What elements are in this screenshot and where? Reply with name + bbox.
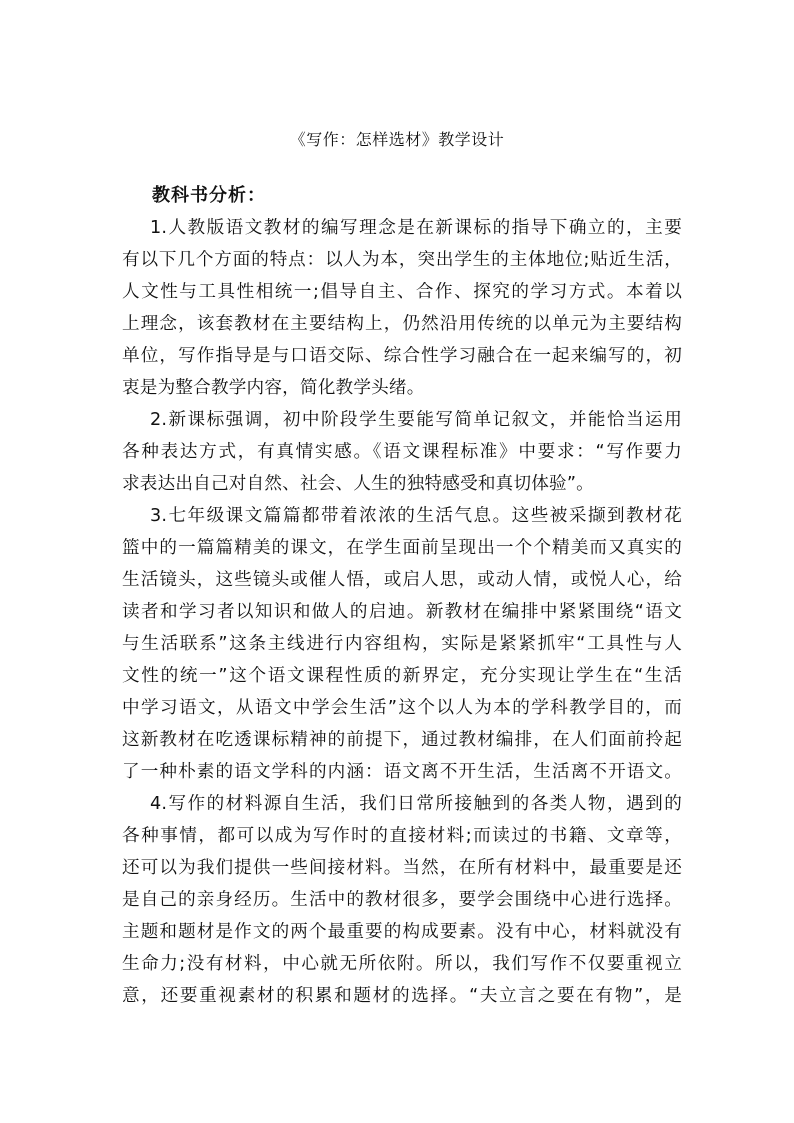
paragraph-line: 这新教材在吃透课标精神的前提下，通过教材编排，在人们面前拎起 bbox=[122, 730, 682, 750]
paragraph-line: 是自己的亲身经历。生活中的教材很多，要学会围绕中心进行选择。 bbox=[122, 890, 682, 910]
paragraph-line: 各种事情，都可以成为写作时的直接材料;而读过的书籍、文章等， bbox=[122, 826, 682, 846]
paragraph-line: 读者和学习者以知识和做人的启迪。新教材在编排中紧紧围绕“语文 bbox=[122, 602, 682, 622]
paragraph-line: 求表达出自己对自然、社会、人生的独特感受和真切体验”。 bbox=[122, 474, 594, 494]
paragraph-line: 单位，写作指导是与口语交际、综合性学习融合在一起来编写的，初 bbox=[122, 346, 682, 366]
paragraph-line: 有以下几个方面的特点：以人为本，突出学生的主体地位;贴近生活， bbox=[122, 250, 682, 270]
paragraph-line: 篮中的一篇篇精美的课文，在学生面前呈现出一个个精美而又真实的 bbox=[122, 538, 682, 558]
paragraph-line: 人文性与工具性相统一;倡导自主、合作、探究的学习方式。本着以 bbox=[122, 282, 682, 302]
paragraph-line: 主题和题材是作文的两个最重要的构成要素。没有中心，材料就没有 bbox=[122, 922, 682, 942]
paragraph-line: 1.人教版语文教材的编写理念是在新课标的指导下确立的，主要 bbox=[150, 218, 682, 238]
paragraph-line: 2.新课标强调，初中阶段学生要能写简单记叙文，并能恰当运用 bbox=[150, 410, 682, 430]
paragraph-line: 中学习语文，从语文中学会生活”这个以人为本的学科教学目的，而 bbox=[122, 698, 682, 718]
paragraph-line: 意，还要重视素材的积累和题材的选择。“夫立言之要在有物”，是 bbox=[122, 986, 682, 1006]
paragraph-line: 4.写作的材料源自生活，我们日常所接触到的各类人物，遇到的 bbox=[150, 794, 682, 814]
paragraph-line: 了一种朴素的语文学科的内涵：语文离不开生活，生活离不开语文。 bbox=[122, 762, 682, 782]
paragraph-line: 文性的统一”这个语文课程性质的新界定，充分实现让学生在“生活 bbox=[122, 666, 682, 686]
section-heading: 教科书分析： bbox=[152, 185, 266, 206]
paragraph-line: 各种表达方式，有真情实感。《语文课程标准》中要求：“写作要力 bbox=[122, 442, 682, 462]
paragraph-line: 与生活联系”这条主线进行内容组构，实际是紧紧抓牢“工具性与人 bbox=[122, 634, 682, 654]
paragraph-line: 上理念，该套教材在主要结构上，仍然沿用传统的以单元为主要结构 bbox=[122, 314, 682, 334]
paragraph-line: 生命力;没有材料，中心就无所依附。所以，我们写作不仅要重视立 bbox=[122, 954, 682, 974]
paragraph-line: 衷是为整合教学内容，简化教学头绪。 bbox=[122, 378, 425, 398]
paragraph-line: 生活镜头，这些镜头或催人悟，或启人思，或动人情，或悦人心，给 bbox=[122, 570, 682, 590]
paragraph-line: 还可以为我们提供一些间接材料。当然，在所有材料中，最重要是还 bbox=[122, 858, 682, 878]
document-title: 《写作：怎样选材》教学设计 bbox=[289, 130, 505, 149]
paragraph-line: 3.七年级课文篇篇都带着浓浓的生活气息。这些被采撷到教材花 bbox=[150, 506, 682, 526]
